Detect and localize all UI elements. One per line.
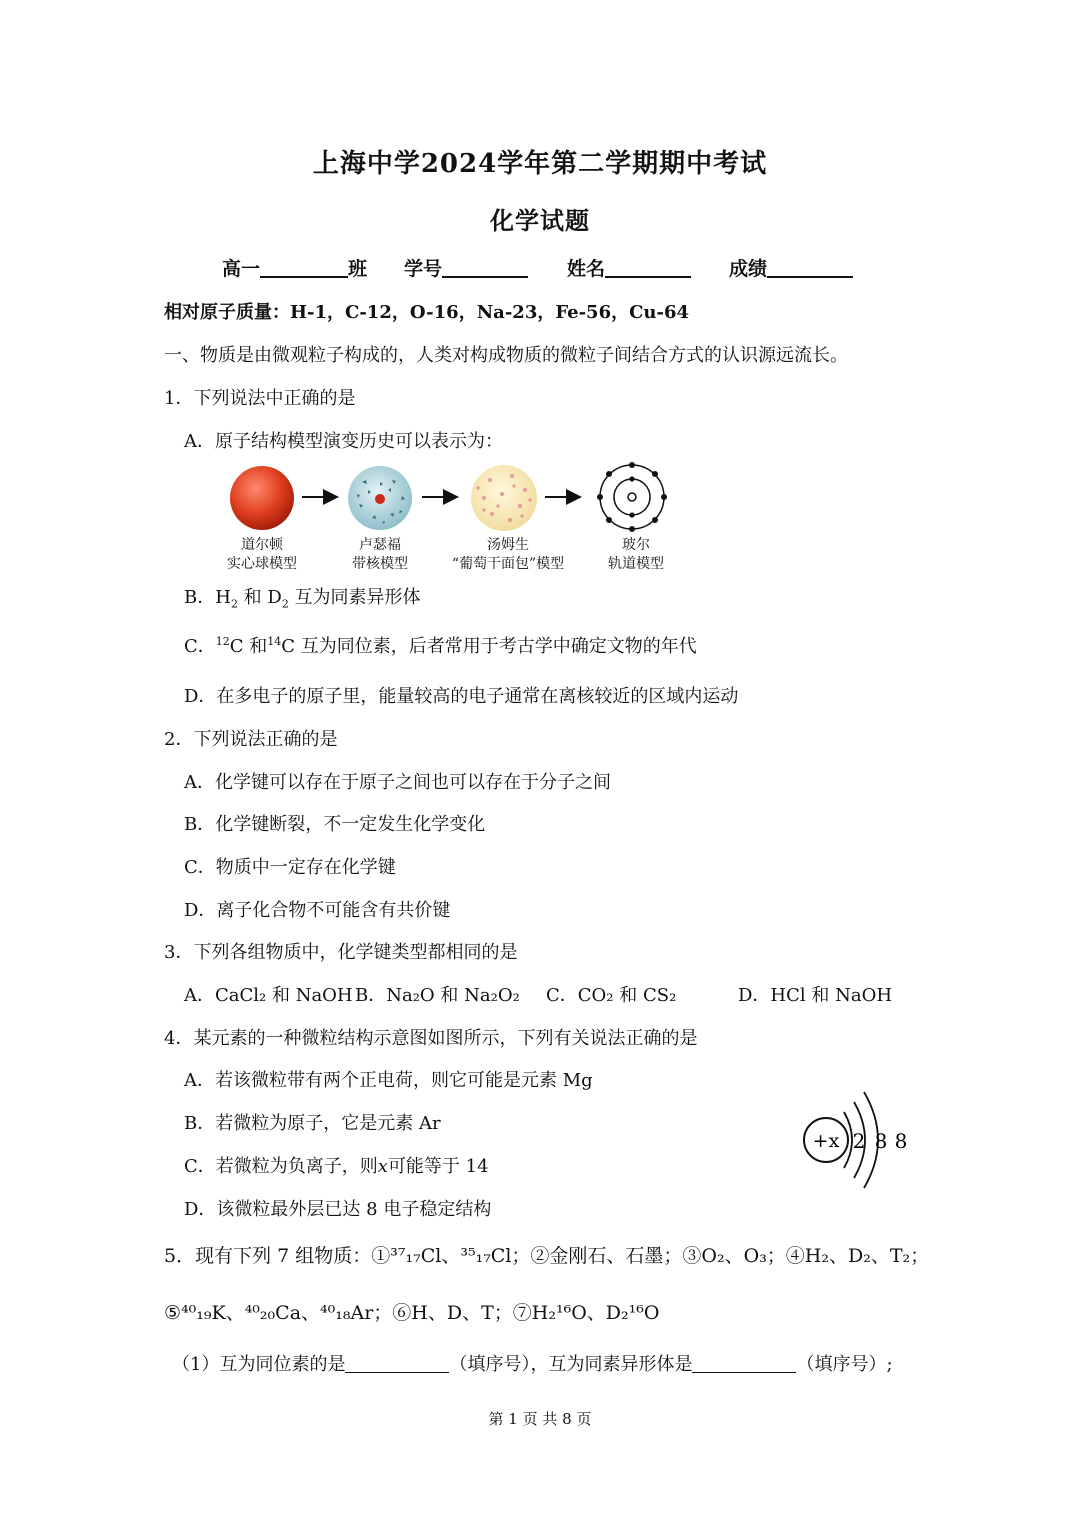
q1-stem: 1．下列说法中正确的是 (164, 388, 356, 409)
section-heading: 一、物质是由微观粒子构成的，人类对构成物质的微粒子间结合方式的认识源远流长。 (164, 345, 848, 366)
exam-subtitle: 化学试题 (490, 206, 590, 235)
name-blank[interactable] (605, 256, 691, 278)
shell-electrons-2: 8 (874, 1129, 888, 1153)
particle-structure-diagram (800, 1088, 912, 1192)
q5-sub1: （1）互为同位素的是 （填序号），互为同素异形体是 （填序号）; (172, 1354, 893, 1375)
student-no-blank[interactable] (442, 256, 528, 278)
rutherford-model-icon (348, 466, 412, 530)
q2-option-b: B．化学键断裂，不一定发生化学变化 (184, 814, 486, 835)
q3-option-c: C．CO₂ 和 CS₂ (546, 985, 677, 1006)
model-label-rutherford: 卢瑟福 带核模型 (352, 537, 408, 572)
bohr-model-icon (597, 462, 667, 532)
model-label-dalton: 道尔顿 实心球模型 (227, 537, 297, 572)
q3-option-a: A．CaCl₂ 和 NaOH (184, 985, 353, 1006)
isotope-answer-blank[interactable] (345, 1354, 449, 1373)
score-field: 成绩 (729, 254, 853, 281)
q4-stem: 4．某元素的一种微粒结构示意图如图所示，下列有关说法正确的是 (164, 1028, 698, 1049)
q5-line2: ⑤⁴⁰₁₉K、⁴⁰₂₀Ca、⁴⁰₁₈Ar；⑥H、D、T；⑦H₂¹⁶O、D₂¹⁶O (164, 1302, 660, 1324)
q2-option-a: A．化学键可以存在于原子之间也可以存在于分子之间 (184, 772, 611, 793)
exam-title: 上海中学2024学年第二学期期中考试 (312, 149, 768, 179)
q1-option-c: C．$^{12}$C 和$^{14}$C 互为同位素，后者常用于考古学中确定文物的年代 (184, 635, 697, 657)
q3-option-d: D．HCl 和 NaOH (738, 985, 893, 1006)
student-no-field: 学号 (404, 254, 528, 281)
q1-option-d: D．在多电子的原子里，能量较高的电子通常在离核较近的区域内运动 (184, 686, 739, 707)
q2-stem: 2．下列说法正确的是 (164, 729, 338, 750)
page-footer: 第 1 页 共 8 页 (488, 1410, 592, 1428)
dalton-sphere-icon (230, 466, 294, 530)
q4-option-c: C．若微粒为负离子，则x可能等于 14 (184, 1156, 489, 1177)
q2-option-c: C．物质中一定存在化学键 (184, 857, 396, 878)
q2-option-d: D．离子化合物不可能含有共价键 (184, 900, 451, 921)
allotrope-answer-blank[interactable] (692, 1354, 796, 1373)
shell-electrons-3: 8 (894, 1129, 908, 1153)
score-blank[interactable] (767, 256, 853, 278)
atom-models-figure (222, 460, 682, 535)
q1-option-b: B．$H_2$ 和 $D_2$ 互为同素异形体 (184, 587, 421, 611)
q3-stem: 3．下列各组物质中，化学键类型都相同的是 (164, 942, 518, 963)
class-field: 高一 班 (222, 258, 368, 280)
q4-option-b: B．若微粒为原子，它是元素 Ar (184, 1113, 441, 1134)
model-label-bohr: 玻尔 轨道模型 (608, 537, 664, 572)
name-field: 姓名 (567, 254, 691, 281)
shell-electrons-1: 2 (852, 1129, 866, 1153)
atomic-masses: 相对原子质量：H-1，C-12，O-16，Na-23，Fe-56，Cu-64 (164, 302, 690, 323)
class-blank[interactable] (260, 256, 348, 278)
q3-option-b: B．Na₂O 和 Na₂O₂ (355, 985, 520, 1006)
model-label-thomson: 汤姆生 “葡萄干面包”模型 (451, 537, 565, 572)
q1-option-a: A．原子结构模型演变历史可以表示为： (184, 431, 503, 452)
thomson-model-icon (471, 465, 537, 531)
q5-line1: 5．现有下列 7 组物质：①³⁷₁₇Cl、³⁵₁₇Cl；②金刚石、石墨；③O₂、O₃；④H₂、D₂、T₂； (164, 1245, 930, 1267)
q4-option-a: A．若该微粒带有两个正电荷，则它可能是元素 Mg (184, 1070, 593, 1091)
nucleus-label: +x (812, 1130, 840, 1152)
q4-option-d: D．该微粒最外层已达 8 电子稳定结构 (184, 1199, 492, 1220)
